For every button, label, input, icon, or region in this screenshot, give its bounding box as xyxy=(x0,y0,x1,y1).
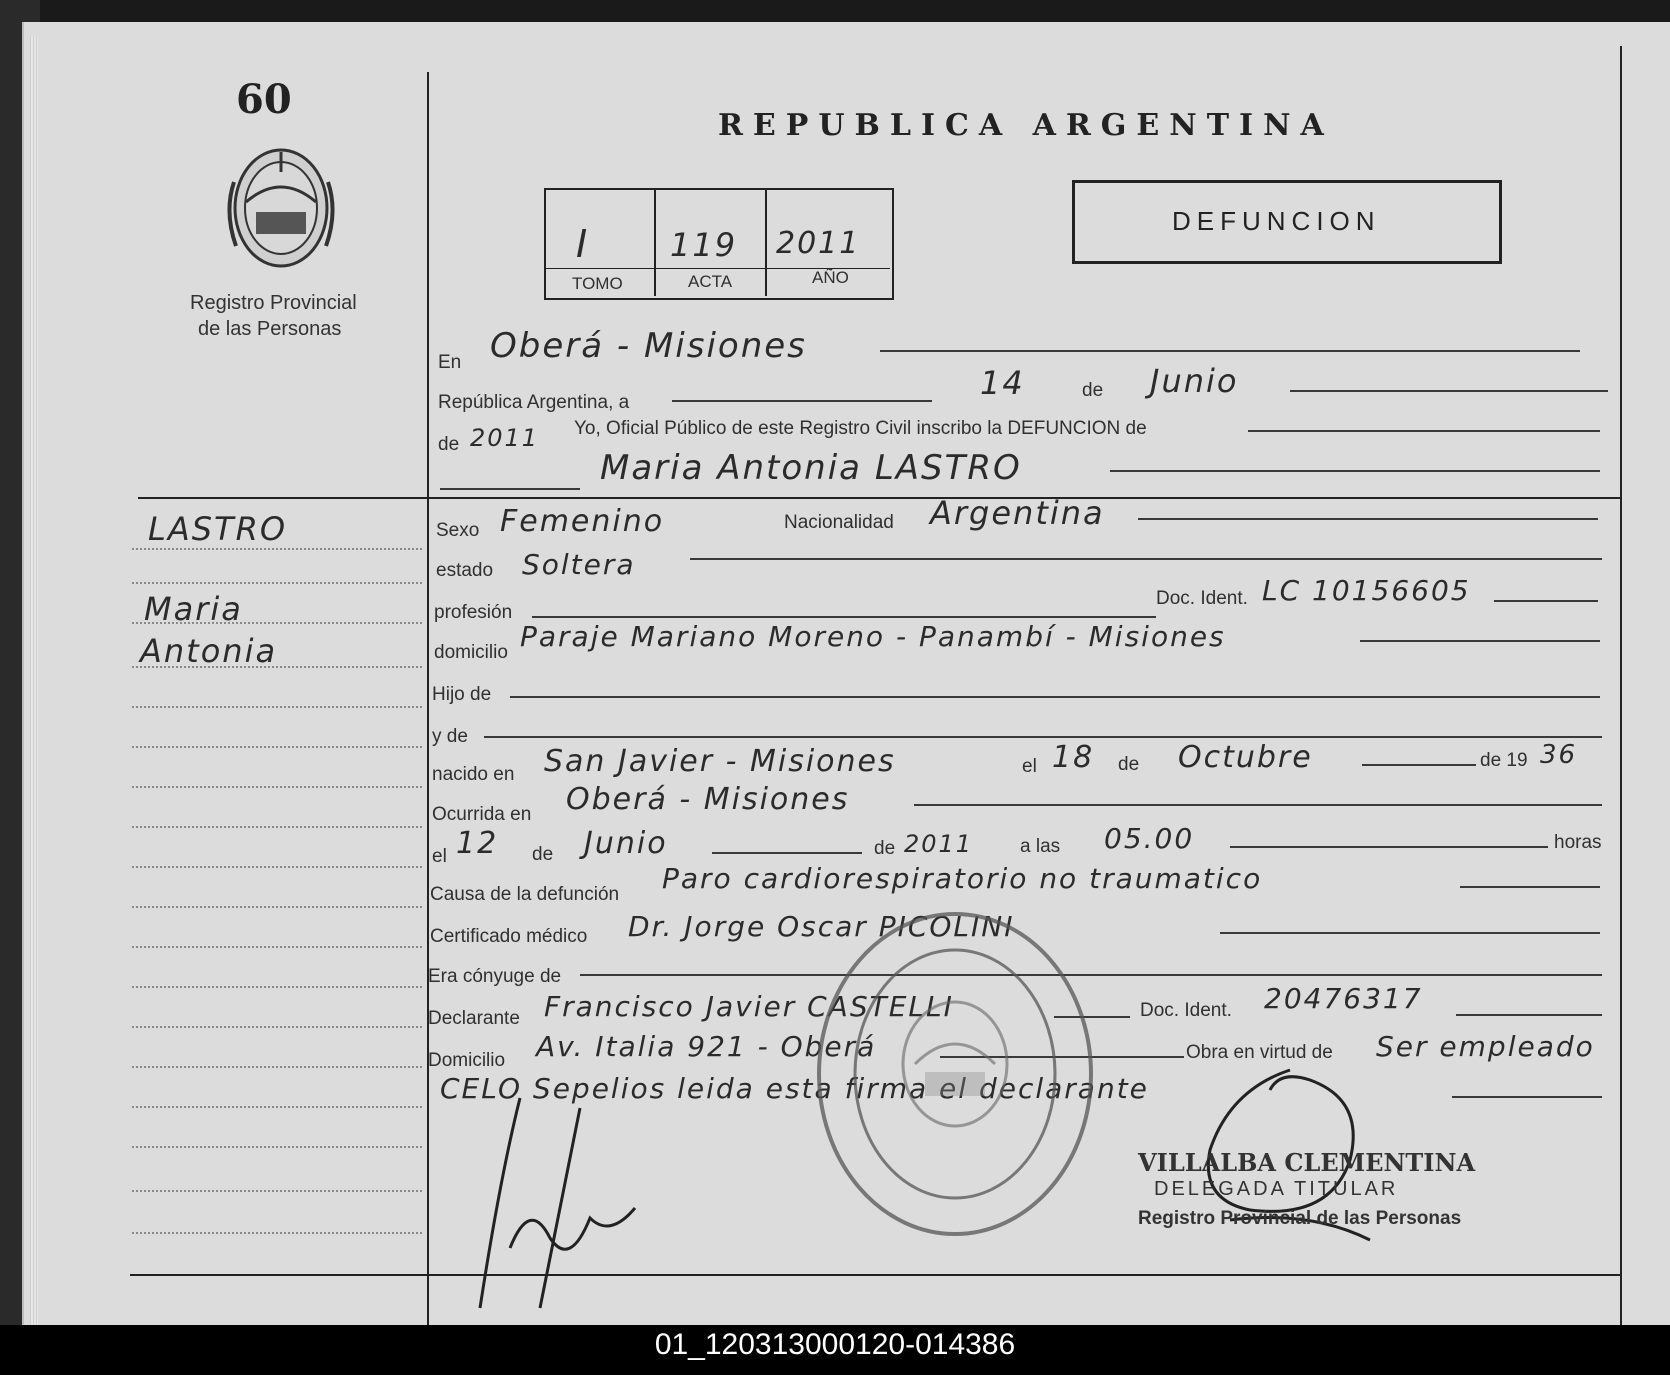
causa-value: Paro cardiorespiratorio no traumatico xyxy=(662,862,1263,895)
official-stamp-line3: Registro Provincial de las Personas xyxy=(1138,1208,1462,1229)
doc2-value: 20476317 xyxy=(1264,982,1423,1015)
document-type: DEFUNCION xyxy=(1172,206,1381,236)
horas-label: horas xyxy=(1554,832,1602,853)
ocurrida-de3-label: de xyxy=(874,838,896,859)
nacionalidad-value: Argentina xyxy=(930,494,1105,532)
record-box-col2 xyxy=(765,190,767,296)
profesion-line xyxy=(532,616,1156,618)
registry-name-line2: de las Personas xyxy=(198,318,342,340)
page-number: 60 xyxy=(236,76,292,123)
ocurrida-value: Oberá - Misiones xyxy=(566,782,850,817)
ano-value: 2011 xyxy=(776,226,861,261)
nacido-month: Octubre xyxy=(1178,740,1313,775)
header-month-line xyxy=(1290,390,1608,392)
margin-dotted-line xyxy=(132,986,422,988)
right-border xyxy=(1620,46,1622,1325)
scan-id-footer: 01_120313000120-014386 xyxy=(0,1325,1670,1375)
doc2-line xyxy=(1456,1014,1602,1016)
ocurrida-month: Junio xyxy=(584,826,668,861)
country-title: REPUBLICA ARGENTINA xyxy=(718,108,1334,143)
estado-line xyxy=(690,558,1602,560)
nacido-el-label: el xyxy=(1022,756,1037,777)
obra-value: Ser empleado xyxy=(1376,1030,1595,1063)
notes-line xyxy=(1452,1096,1602,1098)
domicilio2-label: Domicilio xyxy=(428,1050,506,1071)
doc-label: Doc. Ident. xyxy=(1156,588,1248,609)
name-line-start xyxy=(440,488,580,490)
margin-dotted-line xyxy=(132,1026,422,1028)
en-label: En xyxy=(438,352,462,373)
margin-dotted-line xyxy=(132,906,422,908)
time-line xyxy=(1230,846,1548,848)
header-divider xyxy=(138,497,1620,499)
margin-dotted-line xyxy=(132,786,422,788)
y-label: y de xyxy=(432,726,468,747)
official-stamp-line1: VILLALBA CLEMENTINA xyxy=(1138,1148,1476,1177)
deceased-name: Maria Antonia LASTRO xyxy=(600,448,1022,488)
nacido-de-label: de xyxy=(1118,754,1140,775)
ocurrida-label: Ocurrida en xyxy=(432,804,532,825)
margin-dotted-line xyxy=(132,548,422,550)
doc-value: LC 10156605 xyxy=(1262,574,1471,607)
causa-label: Causa de la defunción xyxy=(430,884,620,905)
nacido-month-line xyxy=(1362,764,1476,766)
declarant-signature xyxy=(460,1088,660,1318)
nacido-label: nacido en xyxy=(432,764,515,785)
ocurrida-month-line xyxy=(712,852,862,854)
en-line xyxy=(880,350,1580,352)
republica-label: República Argentina, a xyxy=(438,392,630,413)
ocurrida-el-label: el xyxy=(432,846,447,867)
obra-label: Obra en virtud de xyxy=(1186,1042,1333,1063)
header-month: Junio xyxy=(1150,362,1239,400)
margin-dotted-line xyxy=(132,1106,422,1108)
domicilio-value: Paraje Mariano Moreno - Panambí - Misiones xyxy=(520,620,1226,653)
tomo-value: I xyxy=(576,222,590,266)
ocurrida-year: 2011 xyxy=(904,830,974,858)
domicilio2-value: Av. Italia 921 - Oberá xyxy=(536,1030,877,1063)
certificado-value: Dr. Jorge Oscar PICOLINI xyxy=(628,910,1015,943)
declarante-value: Francisco Javier CASTELLI xyxy=(544,990,954,1023)
margin-dotted-line xyxy=(132,666,422,668)
hijo-line xyxy=(510,696,1600,698)
ocurrida-time: 05.00 xyxy=(1104,822,1195,855)
domicilio-line xyxy=(1360,640,1600,642)
nacido-day: 18 xyxy=(1052,740,1095,775)
vertical-divider xyxy=(427,72,429,1325)
certificado-label: Certificado médico xyxy=(430,926,588,947)
nacionalidad-line xyxy=(1138,518,1598,520)
margin-surname: LASTRO xyxy=(148,510,287,548)
ocurrida-line xyxy=(914,804,1602,806)
statement: Yo, Oficial Público de este Registro Civil inscribo la DEFUNCION de xyxy=(574,418,1147,439)
page-edge xyxy=(30,36,38,1325)
margin-dotted-line xyxy=(132,1146,422,1148)
en-value: Oberá - Misiones xyxy=(490,326,807,366)
sexo-value: Femenino xyxy=(500,504,665,539)
bottom-divider xyxy=(130,1274,1620,1276)
republica-line xyxy=(672,400,932,402)
acta-label: ACTA xyxy=(688,272,733,291)
margin-given1: Maria xyxy=(144,590,243,628)
ano-label: AÑO xyxy=(812,268,849,287)
header-year: 2011 xyxy=(470,424,540,452)
certificado-line xyxy=(1220,932,1600,934)
name-line-end xyxy=(1110,470,1600,472)
official-round-seal xyxy=(810,904,1100,1244)
record-box-col1 xyxy=(654,190,656,296)
domicilio-label: domicilio xyxy=(434,642,508,663)
additional-notes: CELO Sepelios leida esta firma el declarante xyxy=(440,1072,1149,1105)
causa-line xyxy=(1460,886,1600,888)
margin-given2: Antonia xyxy=(140,632,278,670)
registry-name-line1: Registro Provincial xyxy=(190,292,357,314)
margin-dotted-line xyxy=(132,1232,422,1234)
margin-dotted-line xyxy=(132,1190,422,1192)
margin-dotted-line xyxy=(132,582,422,584)
year-prefix: de xyxy=(438,434,460,455)
estado-value: Soltera xyxy=(522,548,636,581)
header-day: 14 xyxy=(980,364,1025,402)
margin-dotted-line xyxy=(132,622,422,624)
margin-dotted-line xyxy=(132,826,422,828)
alas-label: a las xyxy=(1020,836,1061,857)
nacido-year: 36 xyxy=(1540,740,1578,770)
provincial-coat-of-arms-seal xyxy=(216,142,346,282)
doc2-label: Doc. Ident. xyxy=(1140,1000,1232,1021)
margin-dotted-line xyxy=(132,946,422,948)
nacionalidad-label: Nacionalidad xyxy=(784,512,894,533)
acta-value: 119 xyxy=(670,226,738,264)
y-line xyxy=(484,736,1602,738)
nacido-value: San Javier - Misiones xyxy=(544,744,896,779)
sexo-label: Sexo xyxy=(436,520,480,541)
hijo-label: Hijo de xyxy=(432,684,492,705)
margin-dotted-line xyxy=(132,746,422,748)
ocurrida-day: 12 xyxy=(456,826,499,861)
ocurrida-de-label: de xyxy=(532,844,554,865)
doc-line xyxy=(1494,600,1598,602)
nacido-year-label: de 19 xyxy=(1480,750,1528,771)
declarante-label: Declarante xyxy=(428,1008,520,1029)
conyuge-label: Era cónyuge de xyxy=(428,966,562,987)
margin-dotted-line xyxy=(132,1066,422,1068)
estado-label: estado xyxy=(436,560,494,581)
margin-dotted-line xyxy=(132,866,422,868)
tomo-label: TOMO xyxy=(572,274,623,293)
profesion-label: profesión xyxy=(434,602,513,623)
header-de-label: de xyxy=(1082,380,1104,401)
statement-line xyxy=(1248,430,1600,432)
official-stamp-line2: DELEGADA TITULAR xyxy=(1154,1178,1399,1200)
margin-dotted-line xyxy=(132,706,422,708)
